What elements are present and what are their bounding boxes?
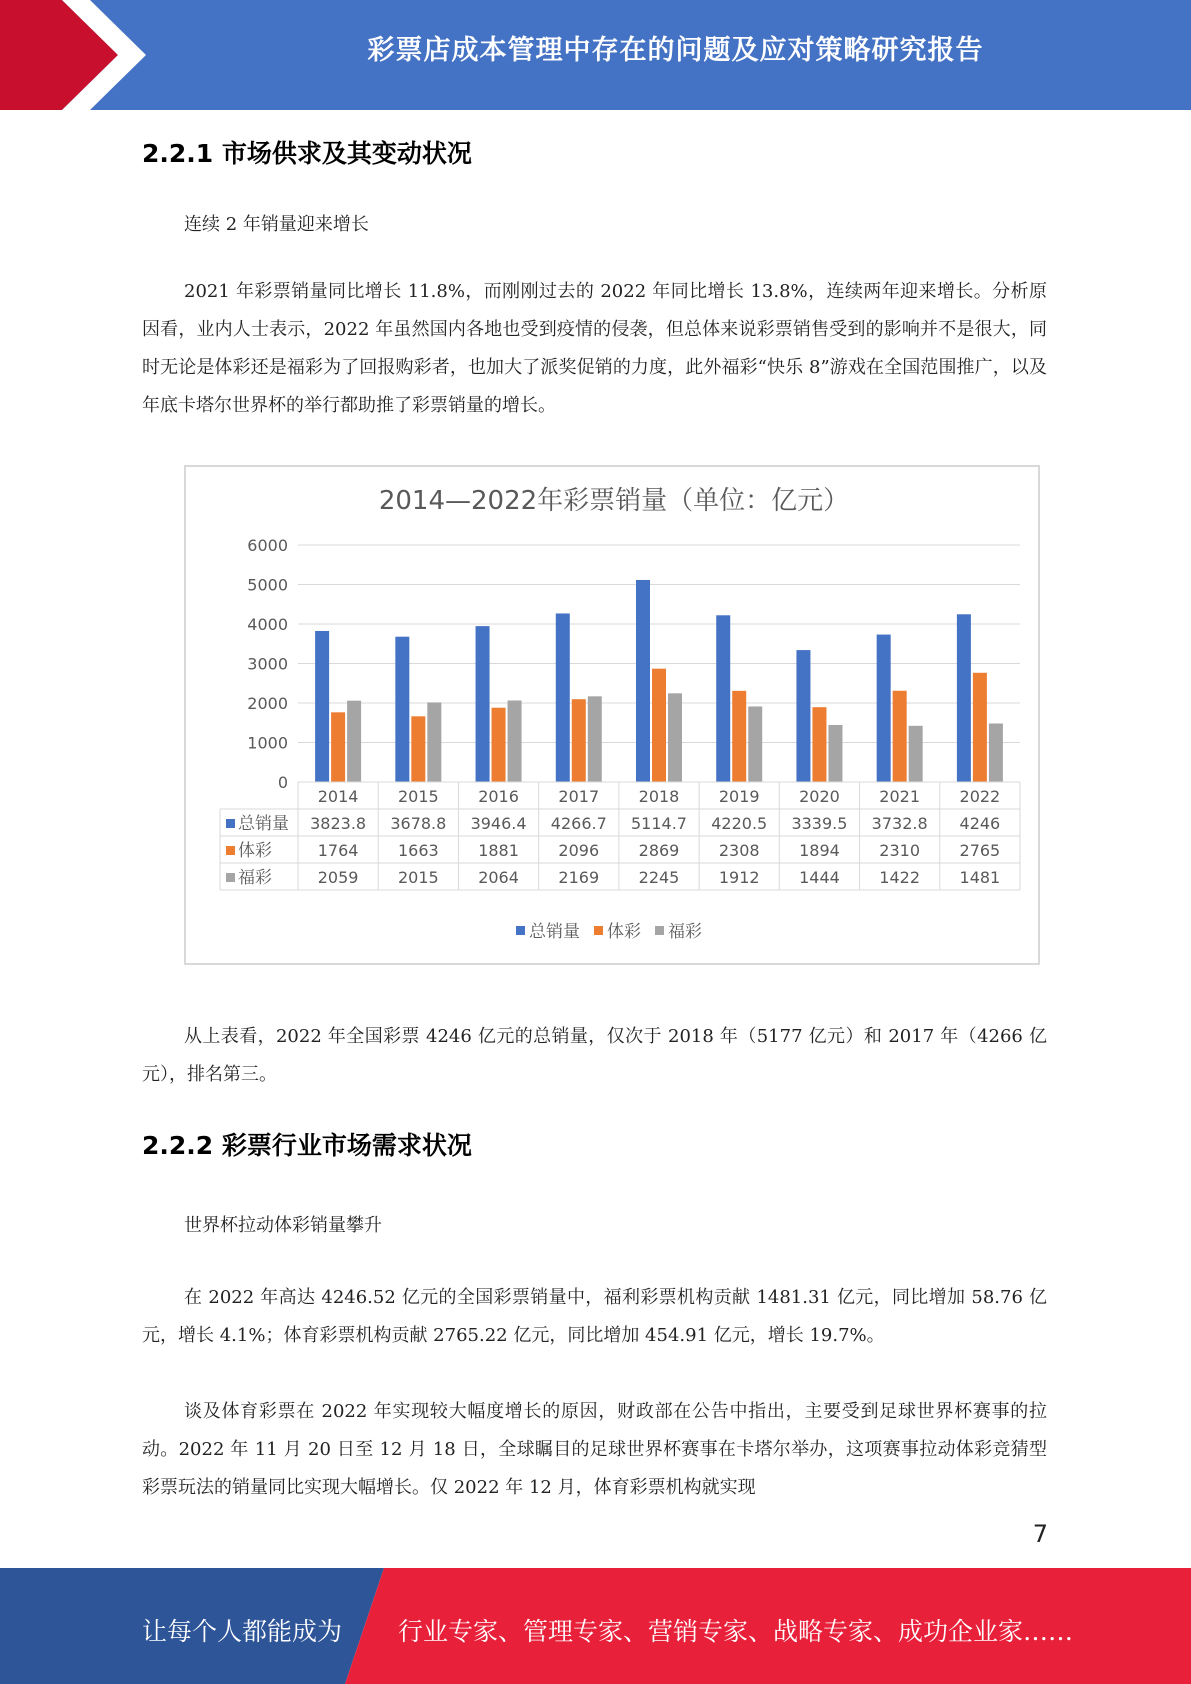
data-label: 3823.8 — [310, 814, 367, 833]
bar-总销量-2022 — [957, 614, 971, 782]
bar-体彩-2020 — [812, 707, 826, 782]
y-tick-label: 6000 — [247, 536, 288, 555]
data-label: 2169 — [558, 868, 600, 887]
x-tick-label: 2014 — [317, 787, 359, 806]
bar-体彩-2019 — [732, 691, 746, 782]
x-tick-label: 2021 — [879, 787, 921, 806]
data-label: 2059 — [317, 868, 359, 887]
data-label: 3732.8 — [871, 814, 928, 833]
x-tick-label: 2022 — [959, 787, 1001, 806]
y-tick-label: 0 — [277, 773, 288, 792]
table-legend-key-体彩 — [226, 846, 235, 855]
footer-slogan-right: 行业专家、管理专家、营销专家、战略专家、成功企业家…… — [398, 1617, 1074, 1646]
bar-体彩-2021 — [893, 691, 907, 782]
bar-体彩-2015 — [411, 716, 425, 782]
page-header — [0, 0, 1191, 110]
data-label: 1481 — [959, 868, 1001, 887]
y-tick-label: 5000 — [247, 575, 288, 595]
body-paragraph: 2021 年彩票销量同比增长 11.8%，而刚刚过去的 2022 年同比增长 13.8%，连续两年迎来增长。分析原因看，业内人士表示，2022 年虽然国内各地也受到疫情的侵袭，但总体来说彩票销售受到的影响并不是很大，同时无论是体彩还是福彩为了回报购彩者，也加大了派奖促销的力度，此外福彩“快乐 8”游戏在全国范围推广，以及年底卡塔尔世界杯的举行都助推了彩票销量的增长。 — [142, 281, 1047, 416]
chart-commentary-paragraph: 从上表看，2022 年全国彩票 4246 亿元的总销量，仅次于 2018 年（5177 亿元）和 2017 年（4266 亿元），排名第三。 — [142, 1026, 1047, 1085]
table-row-label: 总销量 — [238, 814, 289, 834]
legend-key-总销量 — [516, 926, 525, 935]
bar-福彩-2018 — [668, 693, 682, 782]
data-label: 1663 — [397, 841, 439, 860]
data-label: 2245 — [638, 868, 680, 887]
bar-体彩-2018 — [652, 669, 666, 782]
bar-福彩-2020 — [828, 725, 842, 782]
chart-svg — [186, 467, 1042, 967]
data-label: 1444 — [799, 868, 840, 887]
legend-label: 体彩 — [607, 922, 641, 942]
data-label: 4220.5 — [711, 814, 768, 833]
section-subheading: 连续 2 年销量迎来增长 — [184, 214, 369, 235]
data-label: 2015 — [397, 868, 439, 887]
data-label: 2096 — [558, 841, 600, 860]
y-tick-label: 4000 — [247, 615, 288, 634]
bar-福彩-2016 — [508, 700, 522, 782]
data-label: 3339.5 — [791, 814, 848, 833]
x-tick-label: 2016 — [478, 787, 519, 806]
data-label: 2064 — [478, 868, 519, 887]
y-tick-label: 1000 — [247, 733, 288, 753]
footer-slogan-left: 让每个人都能成为 — [142, 1617, 343, 1646]
section-subheading: 世界杯拉动体彩销量攀升 — [184, 1215, 382, 1236]
data-label: 4266.7 — [550, 814, 607, 833]
body-paragraph: 谈及体育彩票在 2022 年实现较大幅度增长的原因，财政部在公告中指出，主要受到足球世界杯赛事的拉动。2022 年 11 月 20 日至 12 月 18 日，全球瞩目的足球世界杯赛事在卡塔尔举办，这项赛事拉动体彩竞猜型彩票玩法的销量同比实现大幅增长。仅 2022 年 12 月，体育彩票机构就实现 — [142, 1401, 1047, 1498]
y-tick-label: 2000 — [247, 694, 288, 713]
bar-福彩-2022 — [989, 724, 1003, 782]
x-tick-label: 2017 — [558, 787, 600, 806]
bar-体彩-2014 — [331, 712, 345, 782]
data-label: 1912 — [718, 868, 760, 887]
legend-key-体彩 — [594, 926, 603, 935]
bar-福彩-2014 — [347, 701, 361, 782]
x-tick-label: 2018 — [638, 787, 680, 806]
x-tick-label: 2015 — [397, 787, 439, 806]
bar-总销量-2018 — [636, 580, 650, 782]
report-title: 彩票店成本管理中存在的问题及应对策略研究报告 — [367, 35, 984, 66]
legend-key-福彩 — [655, 926, 664, 935]
legend-label: 总销量 — [529, 922, 580, 942]
y-tick-label: 3000 — [247, 654, 288, 674]
data-label: 3678.8 — [390, 814, 447, 833]
x-tick-label: 2019 — [718, 787, 760, 806]
legend-label: 福彩 — [668, 922, 702, 942]
section-heading-2-2-2: 2.2.2 彩票行业市场需求状况 — [142, 1131, 472, 1160]
bar-福彩-2017 — [588, 696, 602, 782]
bar-福彩-2021 — [909, 726, 923, 782]
table-legend-key-总销量 — [226, 819, 235, 828]
page-footer — [0, 1568, 1191, 1684]
bar-总销量-2015 — [395, 637, 409, 782]
bar-体彩-2017 — [572, 699, 586, 782]
bar-体彩-2022 — [973, 673, 987, 782]
chart-title: 2014—2022年彩票销量（单位：亿元） — [378, 486, 850, 516]
table-legend-key-福彩 — [226, 873, 235, 882]
data-label: 2869 — [638, 841, 680, 860]
bar-福彩-2019 — [748, 706, 762, 782]
x-tick-label: 2020 — [799, 787, 840, 806]
data-label: 3946.4 — [470, 814, 527, 833]
data-label: 1764 — [317, 841, 359, 860]
bar-总销量-2020 — [796, 650, 810, 782]
data-label: 2765 — [959, 841, 1001, 860]
data-label: 5114.7 — [631, 814, 687, 833]
bar-体彩-2016 — [492, 708, 506, 782]
data-label: 4246 — [959, 814, 1001, 833]
table-row-label: 体彩 — [238, 841, 272, 861]
bar-总销量-2021 — [877, 635, 891, 782]
page-number: 7 — [1032, 1520, 1048, 1548]
section-heading-2-2-1: 2.2.1 市场供求及其变动状况 — [142, 139, 472, 168]
data-label: 1894 — [799, 841, 840, 860]
bar-总销量-2016 — [476, 626, 490, 782]
data-label: 2308 — [718, 841, 760, 860]
table-row-label: 福彩 — [238, 868, 272, 888]
sales-chart — [184, 465, 1040, 965]
bar-总销量-2019 — [716, 615, 730, 782]
bar-福彩-2015 — [427, 702, 441, 782]
data-label: 1422 — [879, 868, 921, 887]
bar-总销量-2017 — [556, 613, 570, 782]
data-label: 1881 — [478, 841, 519, 860]
bar-总销量-2014 — [315, 631, 329, 782]
data-label: 2310 — [879, 841, 921, 860]
body-paragraph: 在 2022 年高达 4246.52 亿元的全国彩票销量中，福利彩票机构贡献 1481.31 亿元，同比增加 58.76 亿元，增长 4.1%；体育彩票机构贡献 2765.22 亿元，同比增加 454.91 亿元，增长 19.7%。 — [142, 1287, 1047, 1346]
